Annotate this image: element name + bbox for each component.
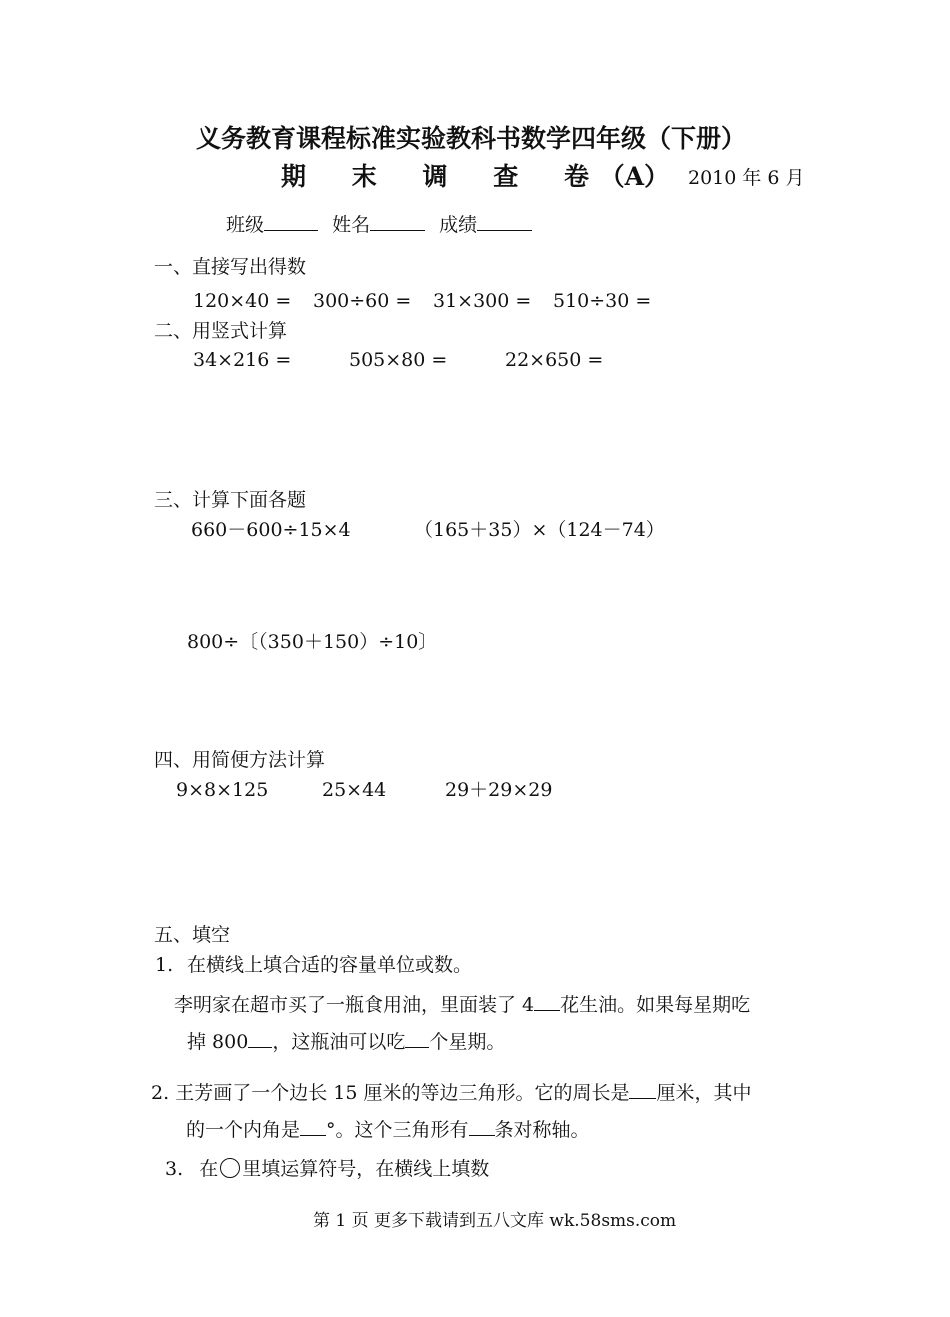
q1-text: 花生油。如果每星期吃 [560, 994, 751, 1016]
section3-item: （165＋35）×（124－74） [414, 519, 665, 541]
section2-item: 34×216 = [193, 349, 292, 371]
section3-heading: 三、计算下面各题 [154, 489, 307, 511]
section5-heading: 五、填空 [154, 924, 231, 946]
student-info-line [226, 212, 532, 235]
q3-text: 在 [199, 1158, 219, 1180]
name-blank[interactable] [370, 212, 425, 231]
section1-heading: 一、直接写出得数 [154, 256, 307, 278]
q2-number: 2. [151, 1082, 170, 1104]
section1-item: 300÷60 = [313, 290, 412, 312]
section2-item: 22×650 = [505, 349, 604, 371]
section4-heading: 四、用简便方法计算 [154, 749, 326, 771]
section1-item: 31×300 = [433, 290, 532, 312]
q1-blank-unit1[interactable] [534, 992, 560, 1011]
q1-number: 1. [155, 954, 174, 976]
q1-blank-weeks[interactable] [405, 1029, 429, 1048]
q1-blank-unit2[interactable] [248, 1029, 272, 1048]
page-footer: 第 1 页 更多下载请到五八文库 wk.58sms.com [313, 1211, 677, 1231]
section2-item: 505×80 = [349, 349, 448, 371]
q2-line1 [151, 1080, 751, 1103]
section4-item: 25×44 [322, 779, 387, 801]
q1-line1 [174, 992, 750, 1015]
q2-blank-axes[interactable] [469, 1117, 495, 1136]
score-label: 成绩 [439, 214, 478, 236]
q1-text: 掉 800 [187, 1031, 249, 1053]
section1-item: 510÷30 = [553, 290, 652, 312]
q2-text: 条对称轴。 [494, 1119, 590, 1141]
exam-subtitle [281, 164, 669, 189]
circle-icon [220, 1158, 240, 1178]
q1-text: 李明家在超市买了一瓶食用油，里面装了 4 [174, 994, 535, 1016]
q2-text: °。这个三角形有 [326, 1119, 469, 1141]
class-label: 班级 [226, 214, 265, 236]
exam-date: 2010 年 6 月 [688, 167, 805, 189]
section3-item: 800÷〔（350＋150）÷10〕 [187, 631, 438, 653]
q1-text: 个星期。 [429, 1031, 506, 1053]
q1-prompt: 在横线上填合适的容量单位或数。 [187, 954, 473, 976]
section1-item: 120×40 = [193, 290, 292, 312]
subtitle-char: 末 [351, 162, 377, 191]
section2-heading: 二、用竖式计算 [154, 320, 288, 342]
subtitle-suffix: （A） [599, 162, 670, 191]
q1-text: ，这瓶油可以吃 [272, 1031, 406, 1053]
subtitle-char: 期 [281, 162, 307, 191]
q3-line [165, 1158, 489, 1179]
section3-item: 660－600÷15×4 [191, 519, 351, 541]
q3-number: 3. [165, 1158, 184, 1180]
q2-text: 的一个内角是 [186, 1119, 301, 1141]
name-label: 姓名 [332, 214, 371, 236]
q2-blank-perimeter[interactable] [629, 1080, 656, 1099]
q2-text: 厘米，其中 [656, 1082, 752, 1104]
exam-title: 义务教育课程标准实验教科书数学四年级（下册） [196, 124, 747, 153]
section4-item: 29＋29×29 [445, 779, 553, 801]
q3-text: 里填运算符号，在横线上填数 [242, 1158, 490, 1180]
subtitle-char: 调 [422, 162, 448, 191]
q2-text: 王芳画了一个边长 15 厘米的等边三角形。它的周长是 [175, 1082, 630, 1104]
q2-line2 [186, 1117, 590, 1140]
class-blank[interactable] [264, 212, 318, 231]
q1-line2 [187, 1029, 505, 1052]
q2-blank-angle[interactable] [300, 1117, 326, 1136]
score-blank[interactable] [477, 212, 532, 231]
subtitle-char: 查 [493, 162, 519, 191]
subtitle-char: 卷 [563, 162, 589, 191]
section4-item: 9×8×125 [176, 779, 269, 801]
